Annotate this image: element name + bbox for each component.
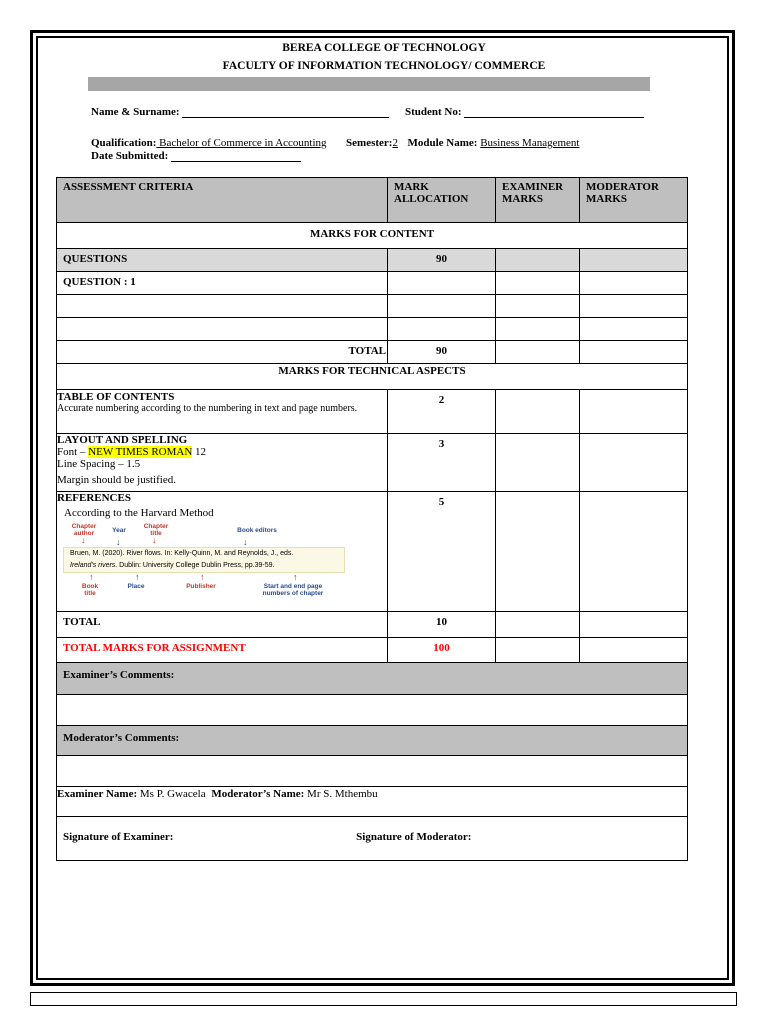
col-header-moderator: MODERATOR MARKS — [580, 178, 688, 223]
place-label: Place — [127, 583, 145, 590]
toc-title: TABLE OF CONTENTS — [57, 391, 175, 403]
assignment-total-examiner-cell[interactable] — [496, 638, 580, 663]
book-editors-label: Book editors — [237, 527, 277, 534]
book-title-label: Book title — [81, 583, 99, 597]
date-submitted-row — [91, 150, 301, 162]
arrow-up-icon: ↑ — [135, 572, 140, 582]
examiner-comments-row — [57, 695, 688, 726]
content-total-examiner-cell[interactable] — [496, 341, 580, 364]
arrow-down-icon: ↓ — [152, 535, 157, 545]
col-header-examiner: EXAMINER MARKS — [496, 178, 580, 223]
assignment-total-row — [57, 638, 688, 663]
examiner-comments-field[interactable] — [57, 695, 688, 726]
layout-row — [57, 434, 688, 492]
questions-row — [57, 249, 688, 272]
content-total-moderator-cell[interactable] — [580, 341, 688, 364]
layout-marks: 3 — [388, 434, 496, 492]
semester-label: Semester: — [346, 137, 393, 149]
section-row-technical — [57, 364, 688, 390]
arrow-up-icon: ↑ — [200, 572, 205, 582]
moderator-comments-header-row — [57, 726, 688, 756]
qualification-row — [91, 137, 579, 149]
student-no-label: Student No: — [405, 106, 462, 118]
student-no-input-line[interactable] — [464, 117, 644, 118]
blank-cell[interactable] — [580, 318, 688, 341]
questions-examiner-cell[interactable] — [496, 249, 580, 272]
references-description: According to the Harvard Method — [64, 507, 214, 519]
col-header-mark-allocation: MARK ALLOCATION — [388, 178, 496, 223]
assessment-table — [56, 177, 688, 861]
technical-total-moderator-cell[interactable] — [580, 612, 688, 638]
references-marks: 5 — [388, 492, 496, 612]
toc-examiner-cell[interactable] — [496, 390, 580, 434]
question1-moderator-cell[interactable] — [580, 272, 688, 295]
faculty-title: FACULTY OF INFORMATION TECHNOLOGY/ COMMERCE — [222, 60, 546, 72]
blank-cell[interactable] — [388, 318, 496, 341]
names-cell — [57, 787, 688, 817]
reference-line-2-rest: . Dublin: University College Dublin Press, pp.39-59. — [115, 562, 275, 569]
examiner-name-label: Examiner Name: — [57, 788, 138, 800]
layout-cell — [57, 434, 388, 492]
blank-cell[interactable] — [496, 318, 580, 341]
signatures-row — [57, 817, 688, 861]
layout-spacing-line: Line Spacing – 1.5 — [57, 458, 141, 470]
reference-book-title: Ireland's rivers — [70, 562, 116, 569]
arrow-down-icon: ↓ — [243, 537, 248, 547]
names-row — [57, 787, 688, 817]
arrow-up-icon: ↑ — [293, 572, 298, 582]
technical-total-row — [57, 612, 688, 638]
name-field — [91, 106, 389, 118]
layout-examiner-cell[interactable] — [496, 434, 580, 492]
questions-label: QUESTIONS — [57, 249, 388, 272]
font-size: 12 — [192, 446, 207, 458]
technical-total-marks: 10 — [388, 612, 496, 638]
header-divider-bar — [88, 77, 650, 91]
college-title: BEREA COLLEGE OF TECHNOLOGY — [282, 42, 486, 54]
harvard-reference-diagram — [57, 521, 347, 603]
section-title-content: MARKS FOR CONTENT — [57, 223, 688, 249]
blank-cell[interactable] — [388, 295, 496, 318]
reference-line-1: Bruen, M. (2020). River flows. In: Kelly-Quinn, M. and Reynolds, J., eds. — [70, 550, 294, 557]
date-submitted-label: Date Submitted: — [91, 150, 169, 162]
arrow-down-icon: ↓ — [116, 537, 121, 547]
table-header-row — [57, 178, 688, 223]
questions-moderator-cell[interactable] — [580, 249, 688, 272]
blank-cell[interactable] — [496, 295, 580, 318]
technical-total-examiner-cell[interactable] — [496, 612, 580, 638]
page-numbers-label: Start and end page numbers of chapter — [262, 583, 324, 597]
references-cell — [57, 492, 388, 612]
module-label: Module Name: — [407, 137, 478, 149]
layout-title: LAYOUT AND SPELLING — [57, 434, 188, 446]
question1-label: QUESTION : 1 — [57, 272, 388, 295]
qualification-label: Qualification: — [91, 137, 157, 149]
layout-margin-line: Margin should be justified. — [57, 474, 176, 486]
reference-line-2 — [70, 560, 344, 572]
arrow-up-icon: ↑ — [89, 572, 94, 582]
font-name-highlight: NEW TIMES ROMAN — [88, 446, 193, 458]
moderator-comments-label: Moderator’s Comments: — [57, 726, 688, 756]
signature-examiner-label: Signature of Examiner: — [63, 831, 174, 843]
font-prefix: Font – — [57, 446, 89, 458]
footer-box — [30, 992, 737, 1006]
moderator-comments-field[interactable] — [57, 756, 688, 787]
blank-row — [57, 295, 688, 318]
technical-total-label: TOTAL — [57, 612, 388, 638]
signatures-cell — [57, 817, 688, 861]
blank-cell[interactable] — [57, 318, 388, 341]
layout-font-line — [57, 446, 381, 458]
section-title-technical: MARKS FOR TECHNICAL ASPECTS — [57, 364, 688, 390]
examiner-comments-label: Examiner’s Comments: — [57, 663, 688, 695]
col-header-criteria: ASSESSMENT CRITERIA — [57, 178, 388, 223]
toc-description: Accurate numbering according to the numbering in text and page numbers. — [57, 403, 358, 414]
publisher-label: Publisher — [186, 583, 216, 590]
date-submitted-input-line[interactable] — [171, 161, 301, 162]
name-label: Name & Surname: — [91, 106, 180, 118]
qualification-value: Bachelor of Commerce in Accounting — [156, 137, 327, 149]
question1-mark-cell[interactable] — [388, 272, 496, 295]
content-total-marks: 90 — [388, 341, 496, 364]
toc-row — [57, 390, 688, 434]
toc-marks: 2 — [388, 390, 496, 434]
year-label: Year — [112, 527, 126, 534]
signature-moderator-label: Signature of Moderator: — [356, 831, 472, 843]
references-title: REFERENCES — [57, 492, 131, 504]
blank-cell[interactable] — [580, 295, 688, 318]
toc-moderator-cell[interactable] — [580, 390, 688, 434]
question1-examiner-cell[interactable] — [496, 272, 580, 295]
section-row-content — [57, 223, 688, 249]
chapter-author-label: Chapter author — [71, 523, 97, 537]
toc-cell — [57, 390, 388, 434]
examiner-comments-header-row — [57, 663, 688, 695]
reference-example-box — [63, 547, 345, 573]
semester-value: 2 — [392, 137, 398, 149]
content-total-label: TOTAL — [57, 341, 388, 364]
module-value: Business Management — [480, 137, 580, 149]
assignment-total-moderator-cell[interactable] — [580, 638, 688, 663]
blank-cell[interactable] — [57, 295, 388, 318]
examiner-name-value: Ms P. Gwacela — [137, 788, 206, 800]
layout-moderator-cell[interactable] — [580, 434, 688, 492]
blank-row — [57, 318, 688, 341]
references-row — [57, 492, 688, 612]
moderator-comments-row — [57, 756, 688, 787]
questions-marks: 90 — [388, 249, 496, 272]
moderator-name-label: Moderator’s Name: — [211, 788, 305, 800]
references-moderator-cell[interactable] — [580, 492, 688, 612]
references-examiner-cell[interactable] — [496, 492, 580, 612]
content-total-row — [57, 341, 688, 364]
student-no-field — [405, 106, 644, 118]
name-input-line[interactable] — [182, 117, 389, 118]
question1-row — [57, 272, 688, 295]
arrow-down-icon: ↓ — [81, 535, 86, 545]
chapter-title-label: Chapter title — [143, 523, 169, 537]
moderator-name-value: Mr S. Mthembu — [304, 788, 378, 800]
assignment-total-marks: 100 — [388, 638, 496, 663]
assignment-total-label: TOTAL MARKS FOR ASSIGNMENT — [57, 638, 388, 663]
